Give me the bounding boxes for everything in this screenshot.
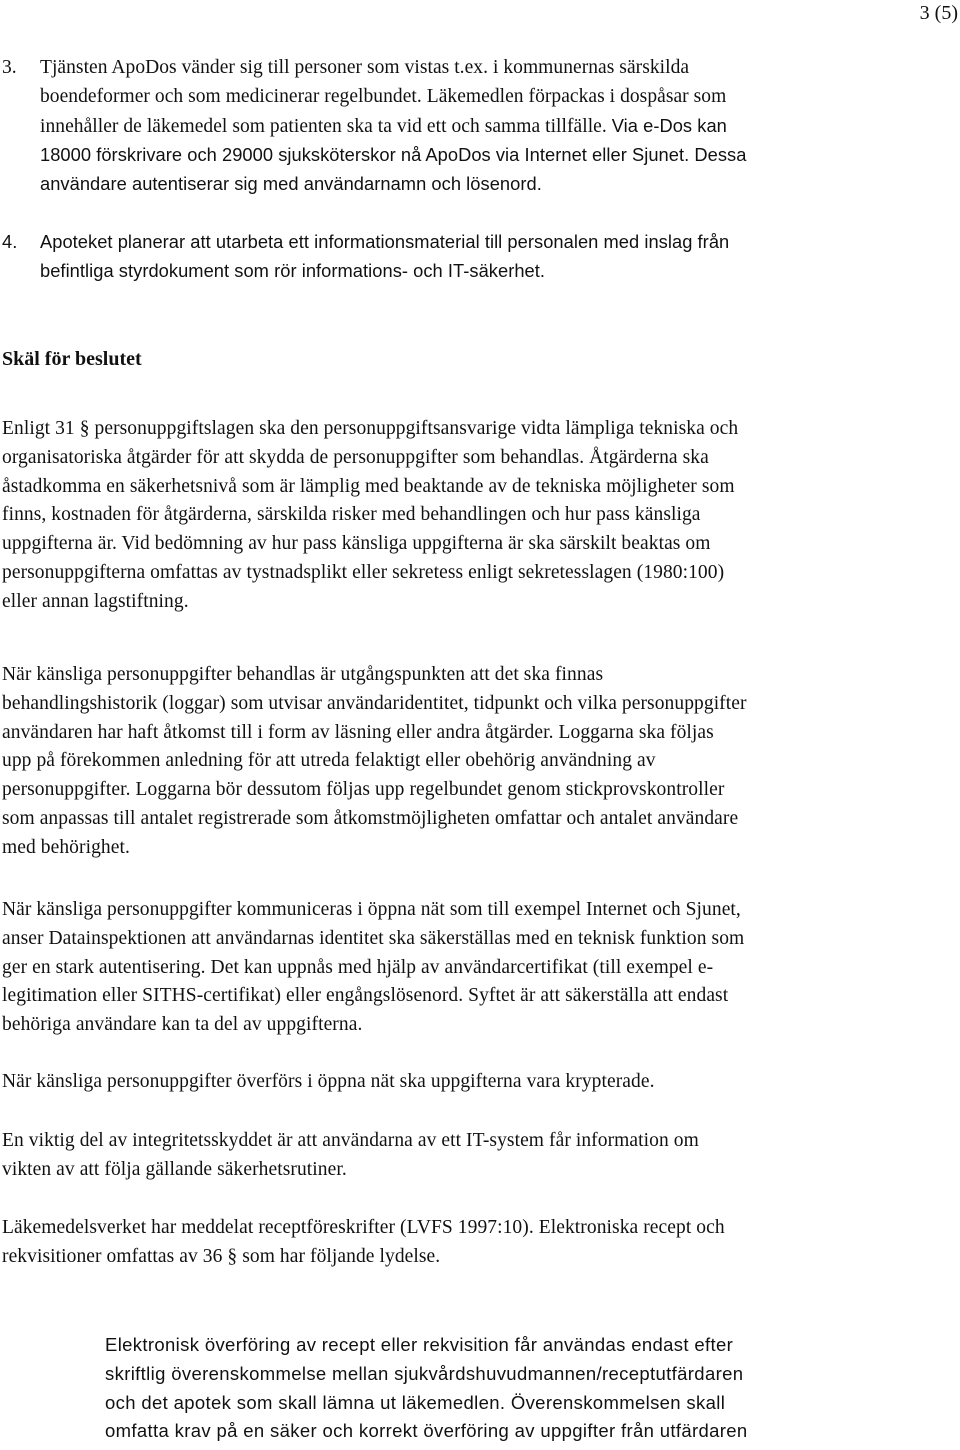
text-line: När känsliga personuppgifter överförs i öppna nät ska uppgifterna vara krypterade.	[2, 1071, 655, 1092]
text-line: användaren har haft åtkomst till i form av läsning eller andra åtgärder. Loggarna ska följas	[2, 721, 714, 743]
text-line: vikten av att följa gällande säkerhetsrutiner.	[2, 1158, 347, 1180]
text-fragment: Via e-Dos kan	[611, 114, 727, 136]
text-line: åstadkomma en säkerhetsnivå som är lämplig med beaktande av de tekniska möjligheter som	[2, 475, 735, 497]
text-line: En viktig del av integritetsskyddet är att användarna av ett IT-system får information om	[2, 1130, 699, 1151]
text-line: När känsliga personuppgifter behandlas är utgångspunkten att det ska finnas	[2, 664, 604, 685]
list-item-number: 4.	[2, 230, 18, 252]
page-number: 3 (5)	[919, 2, 958, 24]
text-line: behöriga användare kan ta del av uppgifterna.	[2, 1014, 363, 1036]
text-line: rekvisitioner omfattas av 36 § som har följande lydelse.	[2, 1245, 441, 1267]
section-heading: Skäl för beslutet	[2, 348, 142, 370]
text-line: personuppgifter. Loggarna bör dessutom följas upp regelbundet genom stickprovskontroller	[2, 779, 725, 801]
text-line: omfatta krav på en säker och korrekt överföring av uppgifter från utfärdaren	[105, 1420, 748, 1442]
text-line: användare autentiserar sig med användarnamn och lösenord.	[40, 173, 542, 195]
text-line: boendeformer och som medicinerar regelbundet. Läkemedlen förpackas i dospåsar som	[40, 85, 727, 107]
text-line: organisatoriska åtgärder för att skydda de personuppgifter som behandlas. Åtgärderna ska	[2, 446, 709, 468]
list-item-number: 3.	[2, 57, 17, 78]
numbered-list	[0, 54, 960, 286]
text-line: befintliga styrdokument som rör informations- och IT-säkerhet.	[40, 259, 546, 281]
list-item-3	[0, 54, 960, 199]
text-line: skriftlig överenskommelse mellan sjukvårdshuvudmannen/receptutfärdaren	[105, 1362, 744, 1384]
text-line: ger en stark autentisering. Det kan uppnås med hjälp av användarcertifikat (till exempel e-	[2, 956, 714, 978]
block-quote	[105, 1331, 945, 1446]
list-item-text	[40, 54, 952, 199]
text-line: Elektronisk överföring av recept eller rekvisition får användas endast efter	[105, 1334, 734, 1355]
paragraph-3	[2, 896, 952, 1040]
paragraph-2	[2, 661, 952, 863]
text-line: uppgifterna är. Vid bedömning av hur pass känsliga uppgifterna är ska särskilt beaktas om	[2, 533, 711, 555]
list-item-4	[0, 228, 960, 286]
paragraph-6	[2, 1214, 952, 1272]
text-line: 18000 förskrivare och 29000 sjuksköterskor nå ApoDos via Internet eller Sjunet. Dessa	[40, 144, 747, 166]
text-line: Apoteket planerar att utarbeta ett informationsmaterial till personalen med inslag från	[40, 230, 730, 252]
text-line: och det apotek som skall lämna ut läkemedlen. Överenskommelsen skall	[105, 1391, 726, 1413]
paragraph-4	[2, 1068, 952, 1097]
text-line: eller annan lagstiftning.	[2, 590, 189, 612]
text-line: legitimation eller SITHS-certifikat) eller engångslösenord. Syftet är att säkerställa att endast	[2, 985, 729, 1007]
text-line: Enligt 31 § personuppgiftslagen ska den personuppgiftsansvarige vidta lämpliga tekniska och	[2, 418, 739, 439]
text-line: anser Datainspektionen att användarnas identitet ska säkerställas med en teknisk funktion som	[2, 927, 745, 949]
text-line: som anpassas till antalet registrerade som åtkomstmöjligheten omfattar och antalet användare	[2, 807, 739, 829]
list-item-text	[40, 228, 952, 286]
text-line: behandlingshistorik (loggar) som utvisar användaridentitet, tidpunkt och vilka personuppgifter	[2, 692, 747, 714]
text-line: upp på förekommen anledning för att utreda felaktigt eller obehörig användning av	[2, 750, 656, 772]
text-line: innehåller de läkemedel som patienten ska ta vid ett och samma tillfälle.	[40, 115, 607, 137]
text-line: Tjänsten ApoDos vänder sig till personer som vistas t.ex. i kommunernas särskilda	[40, 57, 690, 78]
paragraph-5	[2, 1127, 952, 1185]
paragraph-1	[2, 415, 952, 617]
text-line: med behörighet.	[2, 836, 130, 858]
text-line: personuppgifterna omfattas av tystnadsplikt eller sekretess enligt sekretesslagen (1980:100)	[2, 561, 725, 583]
text-line: finns, kostnaden för åtgärderna, särskilda risker med behandlingen och hur pass känsliga	[2, 504, 701, 526]
text-line: Läkemedelsverket har meddelat receptföreskrifter (LVFS 1997:10). Elektroniska recept och	[2, 1217, 725, 1238]
text-line: När känsliga personuppgifter kommuniceras i öppna nät som till exempel Internet och Sjunet,	[2, 899, 741, 920]
